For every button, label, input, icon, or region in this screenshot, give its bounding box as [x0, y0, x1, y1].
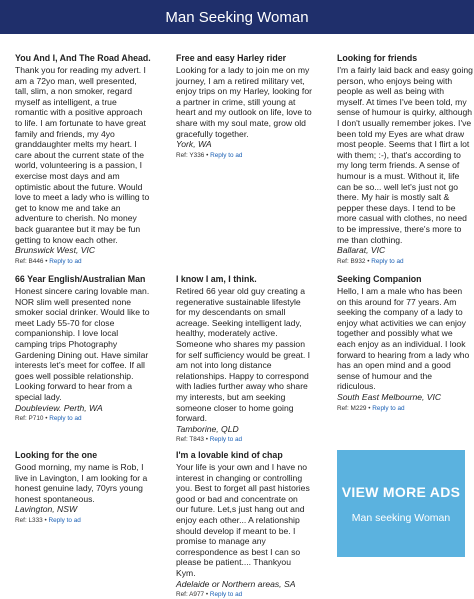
- ad-ref: Ref: L333: [15, 516, 43, 524]
- ad-title: I know I am, I think.: [176, 274, 257, 284]
- ad-body: Hello, I am a male who has been on this around for 77 years. Am seeking the company of a lady to enjoy what activities we can enjoy together and possibly what we each enjoy as an individual. I look forward to hearing from a lady who has an open mind and a good sense of humour and the ridiculous.: [337, 286, 470, 392]
- ad-card: [176, 53, 312, 160]
- reply-link[interactable]: Reply to ad: [371, 257, 404, 265]
- ad-ref-line: Ref: B446 • Reply to ad: [15, 257, 82, 265]
- ad-ref-line: Ref: P710 • Reply to ad: [15, 415, 82, 423]
- reply-link[interactable]: Reply to ad: [372, 404, 405, 412]
- ad-body: Looking for a lady to join me on my journey, I am a retired military vet, enjoy trips on my Harley, looking for a partner in crime, still young at heart and my outlook on life, love to share with my soul mate, grow old gracefully together.: [176, 65, 312, 139]
- ad-location: Doubleview. Perth, WA: [15, 402, 103, 413]
- ad-card: [337, 53, 473, 266]
- view-more-ads-label: VIEW MORE ADS: [341, 483, 461, 500]
- ad-card: [176, 274, 312, 444]
- ad-location: South East Melbourne, VIC: [337, 391, 442, 402]
- ad-ref: Ref: Y336: [176, 151, 205, 159]
- ad-ref: Ref: T843: [176, 436, 204, 444]
- ad-card: [15, 450, 151, 525]
- ad-card: [337, 274, 473, 413]
- ad-body: Retired 66 year old guy creating a regenerative sustainable lifestyle for my descendants on small acreage. Seeking intelligent lady, healthy, moderately active. Someone who shares my passion for self sufficiency would be great. I am not into long distance relationships. Happy to correspond with ladies further away who share my interests, but am seeking someone closer to home going forward.: [176, 286, 311, 424]
- ad-location: Ballarat, VIC: [337, 245, 386, 256]
- ad-title: Seeking Companion: [337, 274, 422, 284]
- reply-link[interactable]: Reply to ad: [209, 436, 243, 444]
- ad-title: Looking for friends: [337, 53, 418, 63]
- ad-location: Brunswick West, VIC: [15, 245, 96, 256]
- ad-title: Looking for the one: [15, 450, 98, 460]
- reply-link[interactable]: Reply to ad: [49, 257, 82, 265]
- reply-link[interactable]: Reply to ad: [209, 591, 243, 599]
- ad-title: I'm a lovable kind of chap: [176, 450, 283, 460]
- page-title: Man Seeking Woman: [165, 8, 309, 26]
- view-more-ads-button[interactable]: [337, 450, 465, 557]
- reply-link[interactable]: Reply to ad: [210, 151, 243, 159]
- reply-link[interactable]: Reply to ad: [49, 415, 82, 423]
- ad-ref: Ref: B446: [15, 257, 44, 265]
- reply-link[interactable]: Reply to ad: [48, 516, 81, 524]
- page-header: [0, 0, 474, 34]
- ad-card: [15, 274, 151, 423]
- ad-ref-line: Ref: B932 • Reply to ad: [337, 257, 404, 265]
- ad-body: Your life is your own and I have no interest in changing or controlling you. Best to forget all past histories good or bad and concentrate on our future. Let,s just hang out and enjoy each other... A relationship should develop if meant to be. I promise to manage any correspondence as best I can so please be patient.... Thankyou Kym.: [176, 462, 310, 578]
- ad-title: 66 Year English/Australian Man: [15, 274, 146, 284]
- ad-ref-line: Ref: Y336 • Reply to ad: [176, 151, 243, 159]
- ad-card: [15, 53, 151, 266]
- ad-ref-line: Ref: M229 • Reply to ad: [337, 404, 405, 412]
- ad-body: I'm a fairly laid back and easy going person, who enjoys being with people as well as being with myself. At times I've been told, my sense of humour is quirky, although I don't usually remember jokes. I've been told my Eyes are what draw most people. Seems that I flirt a lot with them; :-), that's according to my long term friends. A sense of humour is a must. Without it, life can be so... well let's just not go there. My hair is mostly salt & pepper these days. I tend to be more casual with clothes, no need to be impressive, there's more to me than clothing.: [337, 65, 473, 245]
- ad-ref: Ref: A977: [176, 591, 205, 599]
- ad-body: Good morning, my name is Rob, I live in Lavington, I am looking for a honest genuine lady, 70yrs young honest spontaneous.: [15, 462, 148, 504]
- ad-body: Thank you for reading my advert. I am a 72yo man, well presented, tall, slim, a non smoker, regard myself as intelligent, a true romantic with a positive approach to life. I am fortunate to have great family and friends, my 4yo granddaughter melts my heart. I care about the current state of the world, volunteering is a passion, I exercise most days and am optimistic about the future. Would love to meet a lady who is willing to get to know me and take an adventure to cherish. No money back guarantee but it may be fun getting to know each other.: [15, 65, 150, 245]
- ad-location: Tamborine, QLD: [176, 423, 239, 434]
- ad-ref-line: Ref: A977 • Reply to ad: [176, 591, 243, 599]
- ad-card: [176, 450, 312, 599]
- ad-location: Lavington, NSW: [15, 504, 78, 515]
- ad-body: Honest sincere caring lovable man. NOR slim well presented none smoker social drinker. Would like to meet Lady 55-70 for close companionship. I love local camping trips Photography Gardening Dining out. Have similar interests let's meet for coffee. If all goes well possible relationship. Looking forward to hear from a special lady.: [15, 286, 150, 402]
- ad-location: York, WA: [176, 139, 212, 150]
- view-more-ads-sublabel: Man seeking Woman: [351, 511, 451, 524]
- ad-ref: Ref: M229: [337, 404, 367, 412]
- ad-location: Adelaide or Northern areas, SA: [176, 578, 296, 589]
- ad-ref-line: Ref: L333 • Reply to ad: [15, 516, 81, 524]
- ad-ref: Ref: P710: [15, 415, 44, 423]
- ad-title: You And I, And The Road Ahead.: [15, 53, 151, 63]
- ad-ref: Ref: B932: [337, 257, 366, 265]
- ad-title: Free and easy Harley rider: [176, 53, 287, 63]
- ad-ref-line: Ref: T843 • Reply to ad: [176, 436, 243, 444]
